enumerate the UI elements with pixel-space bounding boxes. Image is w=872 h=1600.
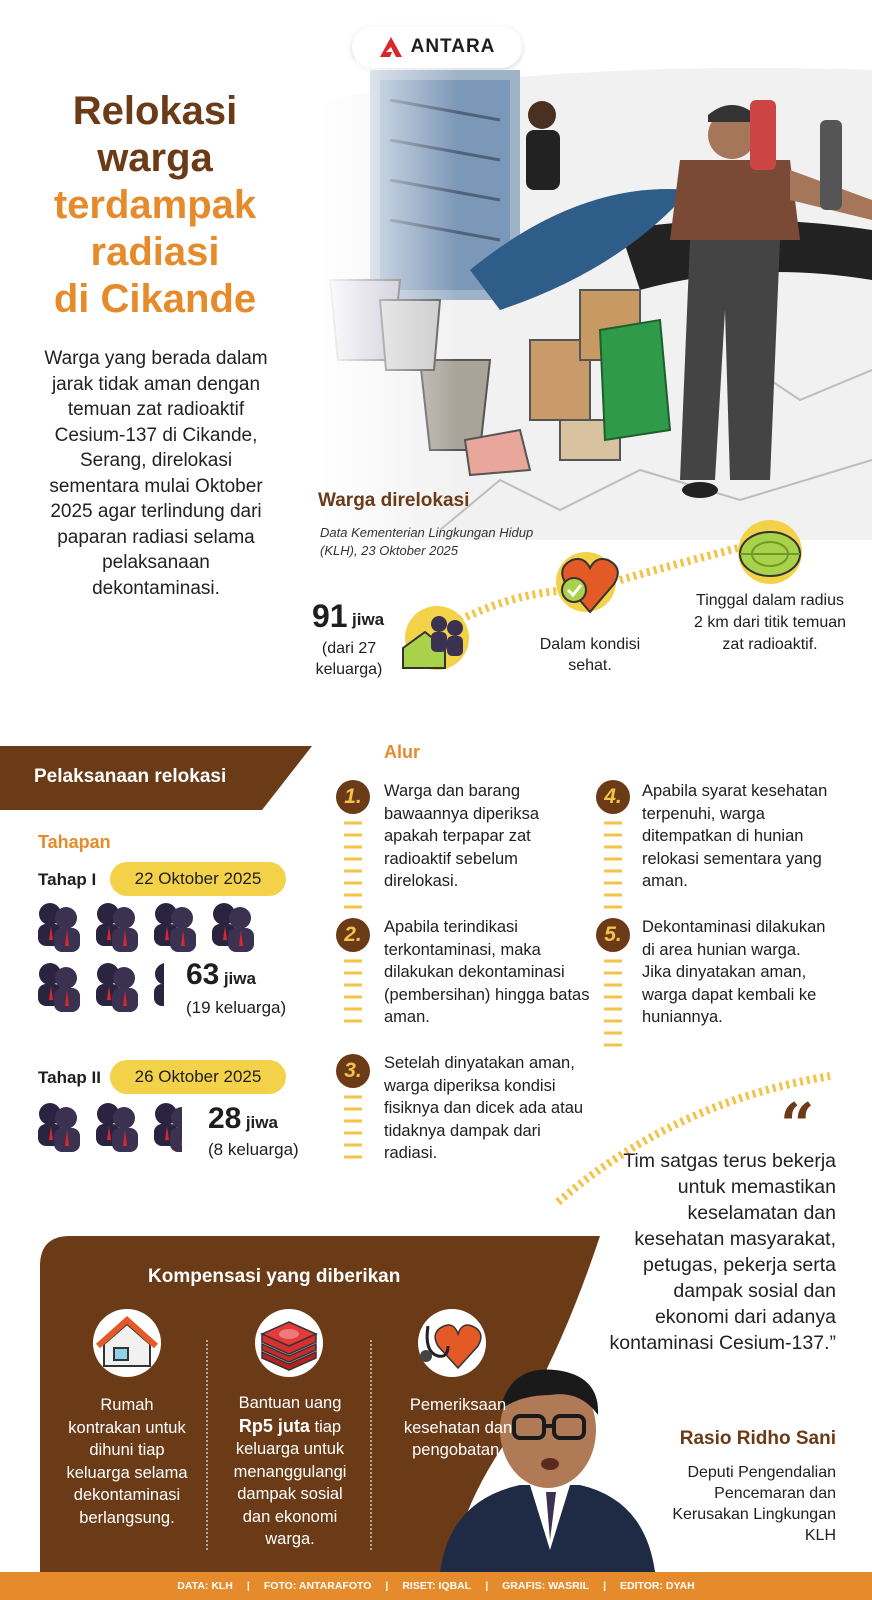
credit-riset: RISET: IQBAL	[402, 1580, 472, 1592]
step-1-text: Warga dan barang bawaannya diperiksa apakah terpapar zat radioaktif sebelum direlokasi.	[384, 782, 540, 890]
radius-area-icon	[734, 516, 808, 586]
bantuan-label: Bantuan uang	[238, 1394, 342, 1412]
tahap1-unit: jiwa	[223, 969, 256, 988]
credit-foto: FOTO: ANTARAFOTO	[263, 1580, 372, 1592]
title-line-2: warga	[97, 136, 213, 180]
step-3-text: Setelah dinyatakan aman, warga diperiksa kondisi fisiknya dan dicek ada atau tidaknya dampak dari radiasi.	[384, 1054, 584, 1162]
tahap1-families: (19 keluarga)	[186, 998, 287, 1017]
tahap2-families: (8 keluarga)	[208, 1140, 299, 1159]
credit-editor: EDITOR: DYAH	[620, 1580, 695, 1592]
kompensasi-divider-1	[206, 1340, 208, 1550]
step-4-dashes	[604, 820, 622, 910]
tahap1-count-row	[186, 958, 256, 992]
speaker-portrait	[430, 1360, 660, 1572]
speaker-name: Rasio Ridho Sani	[679, 1428, 836, 1449]
speaker-role: Deputi Pengendalian Pencemaran dan Kerusakan Lingkungan KLH	[672, 1464, 836, 1544]
title-line-3: terdampak	[53, 183, 257, 227]
bantuan-desc: tiap keluarga untuk menanggulangi dampak sosial dan ekonomi warga.	[233, 1417, 347, 1548]
warga-direlokasi-title: Warga direlokasi	[318, 490, 470, 511]
credit-sep-1: |	[246, 1580, 250, 1592]
step-3-dashes	[344, 1094, 362, 1160]
credit-sep-2: |	[385, 1580, 389, 1592]
step-4-number: 4.	[596, 780, 630, 814]
bantuan-amount: Rp5 juta	[238, 1415, 310, 1436]
credit-sep-4: |	[603, 1580, 607, 1592]
kompensasi-bantuan	[222, 1392, 358, 1551]
step-2-text: Apabila terindikasi terkontaminasi, maka dilakukan dekontaminasi (pembersihan) hingga batas aman.	[384, 918, 590, 1026]
kompensasi-rumah: Rumah kontrakan untuk dihuni tiap keluarga selama dekontaminasi berlangsung.	[66, 1396, 188, 1527]
relocation-photo-illustration	[320, 60, 872, 540]
kompensasi-title: Kompensasi yang diberikan	[148, 1266, 401, 1287]
credit-sep-3: |	[485, 1580, 489, 1592]
step-5-number: 5.	[596, 918, 630, 952]
page-title	[20, 88, 290, 323]
tahap2-people-icons	[36, 1100, 196, 1160]
tahap2-unit: jiwa	[245, 1113, 278, 1132]
credits-footer	[0, 1572, 872, 1600]
quote-text: Tim satgas terus bekerja untuk memastikan keselamatan dan kesehatan masyarakat, petugas, pekerja serta dampak sosial dan ekonomi dari adanya kontaminasi Cesium-137.”	[609, 1150, 836, 1354]
credit-grafis: GRAFIS: WASRIL	[502, 1580, 590, 1592]
kompensasi-kesehatan: Pemeriksaan kesehatan dan pengobatan.	[403, 1396, 513, 1459]
tahap1-date: 22 Oktober 2025	[110, 862, 286, 896]
step-5-dashes	[604, 958, 622, 1048]
tahap1-count: 63	[186, 958, 220, 991]
stat-families: (dari 27 keluarga)	[315, 640, 383, 678]
quote-mark-icon: “	[780, 1091, 815, 1161]
stethoscope-heart-icon	[414, 1306, 490, 1380]
pelaksanaan-banner: Pelaksanaan relokasi	[34, 766, 227, 787]
logo-text: ANTARA	[410, 36, 496, 57]
antara-logo-icon	[379, 36, 403, 58]
tahapan-label: Tahapan	[38, 832, 111, 852]
step-3-number: 3.	[336, 1054, 370, 1088]
health-status-text: Dalam kondisi sehat.	[539, 636, 641, 674]
kompensasi-divider-2	[370, 1340, 372, 1550]
data-source: Data Kementerian Lingkungan Hidup (KLH), 23 Oktober 2025	[320, 525, 534, 558]
step-5-text: Dekontaminasi dilakukan di area hunian warga. Jika dinyatakan aman, warga dapat kembali ke huniannya.	[642, 918, 826, 1026]
money-stack-icon	[252, 1306, 326, 1380]
intro-text: Warga yang berada dalam jarak tidak aman dengan temuan zat radioaktif Cesium-137 di Cikande, Serang, direlokasi sementara mulai Oktober 2025 agar terlindung dari paparan radiasi selama pelaksanaan dekontaminasi.	[44, 348, 268, 599]
people-icon	[36, 1100, 196, 1160]
stat-count: 91	[312, 598, 348, 634]
stat-unit: jiwa	[352, 610, 385, 629]
family-house-icon	[395, 606, 473, 676]
tahap2-label: Tahap II	[38, 1068, 101, 1087]
tahap2-date: 26 Oktober 2025	[110, 1060, 286, 1094]
tahap2-count-row	[208, 1102, 278, 1136]
tahap1-label: Tahap I	[38, 870, 97, 889]
step-1-dashes	[344, 820, 362, 910]
step-1-number: 1.	[336, 780, 370, 814]
house-icon	[90, 1306, 164, 1380]
title-line-5: di Cikande	[53, 277, 257, 321]
heart-check-icon	[552, 546, 628, 616]
alur-label: Alur	[384, 742, 420, 762]
title-line-4: radiasi	[90, 230, 220, 274]
credit-data: DATA: KLH	[177, 1580, 233, 1592]
step-2-number: 2.	[336, 918, 370, 952]
title-line-1: Relokasi	[72, 89, 238, 133]
radius-text: Tinggal dalam radius 2 km dari titik temuan zat radioaktif.	[693, 592, 847, 653]
step-2-dashes	[344, 958, 362, 1024]
step-4-text: Apabila syarat kesehatan terpenuhi, warga ditempatkan di hunian relokasi sementara yang aman.	[642, 782, 828, 890]
tahap2-count: 28	[208, 1102, 242, 1135]
